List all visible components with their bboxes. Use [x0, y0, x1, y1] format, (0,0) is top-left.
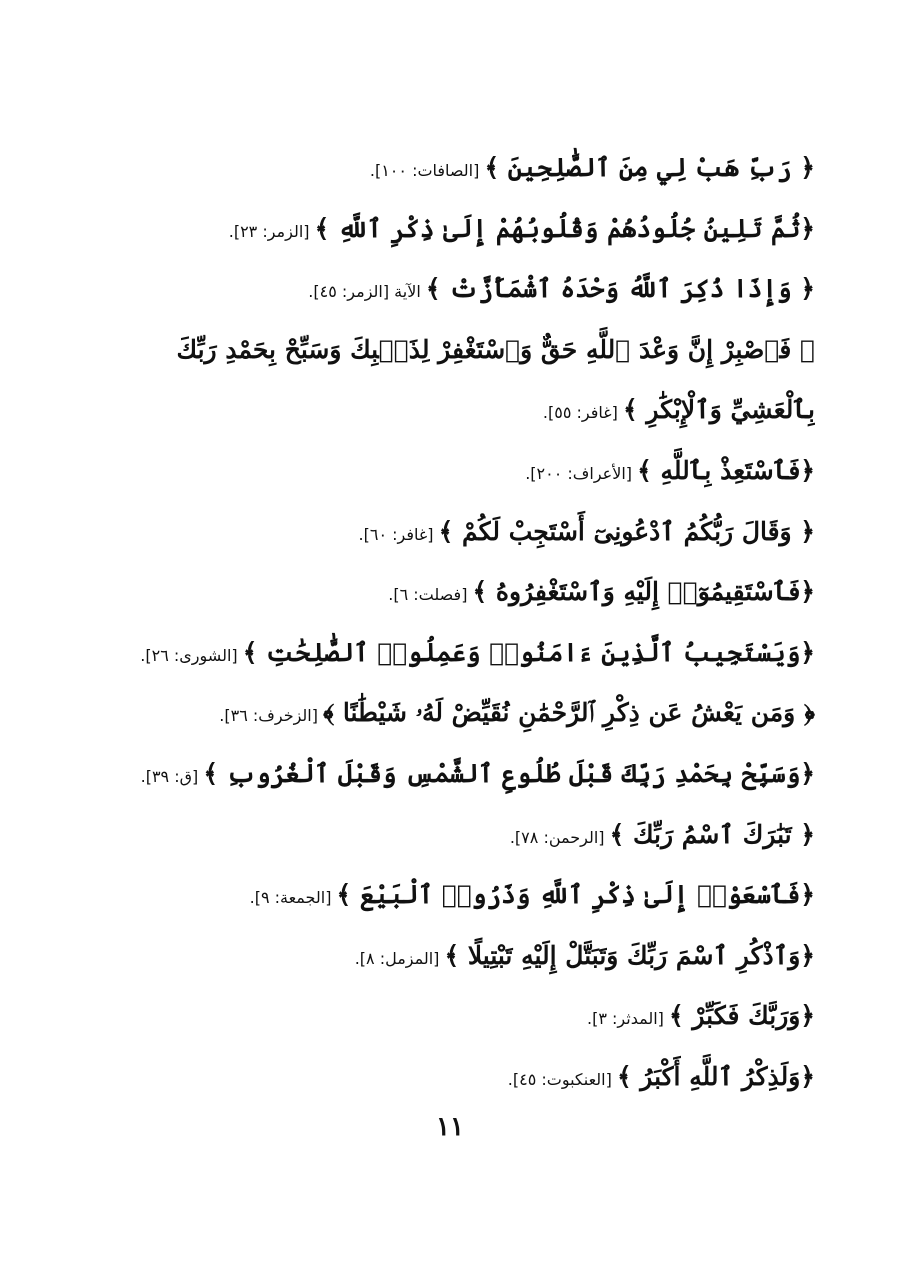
- verse-reference: [غافر: ٥٥].: [542, 403, 618, 423]
- verse-reference: [فصلت: ٦].: [388, 585, 468, 605]
- verse-text: ﴿وَيَسْتَجِيبُ ٱلَّذِينَ ءَامَنُوا۟ وَعَمِلُوا۟ ٱلصَّٰلِحَٰتِ ﴾: [242, 637, 815, 667]
- verse-reference: [المدثر: ٣].: [587, 1009, 664, 1029]
- verse-text: ﴿وَسَبِّحْ بِحَمْدِ رَبِّكَ قَبْلَ طُلُوعِ ٱلشَّمْسِ وَقَبْلَ ٱلْغُرُوبِ ﴾: [203, 758, 815, 788]
- verse-text: ﴿ تَبَٰرَكَ ٱسْمُ رَبِّكَ ﴾: [609, 819, 815, 849]
- verse-reference: [الشورى: ٢٦].: [140, 645, 238, 665]
- verse-list: [110, 138, 815, 1108]
- verse-line: [110, 986, 815, 1047]
- verse-text: ﴿فَٱسْتَعِذْ بِٱللَّهِ ﴾: [637, 455, 815, 485]
- verse-reference: [الزمر: ٢٣].: [228, 221, 310, 241]
- verse-text: ﴿ وَمَن يَعْشُ عَن ذِكْرِ ٱلرَّحْمَٰنِ نُقَيِّضْ لَهُۥ شَيْطَٰنًا ﴾: [323, 698, 815, 728]
- verse-reference: [الجمعة: ٩].: [249, 888, 332, 908]
- verse-text: ﴿فَٱسْعَوْا۟ إِلَىٰ ذِكْرِ ٱللَّهِ وَذَرُوا۟ ٱلْبَيْعَ ﴾: [336, 880, 815, 910]
- verse-reference: [الرحمن: ٧٨].: [509, 827, 605, 847]
- verse-text: ﴿وَٱذْكُرِ ٱسْمَ رَبِّكَ وَتَبَتَّلْ إِلَيْهِ تَبْتِيلًا ﴾: [444, 940, 815, 970]
- verse-text: ﴿وَلَذِكْرُ ٱللَّهِ أَكْبَرُ ﴾: [616, 1061, 815, 1091]
- verse-line: [110, 380, 815, 441]
- verse-text: ﴿ وَإِذَا ذُكِرَ ٱللَّهُ وَحْدَهُ ٱشْمَأَزَّتْ ﴾: [425, 274, 815, 304]
- verse-line: [110, 502, 815, 563]
- verse-text: ﴿وَرَبَّكَ فَكَبِّرْ ﴾: [669, 1001, 815, 1031]
- verse-text: ﴿فَٱسْتَقِيمُوٓا۟ إِلَيْهِ وَٱسْتَغْفِرُوهُ ﴾: [472, 577, 815, 607]
- verse-text: بِٱلْعَشِيِّ وَٱلْإِبْكَٰرِ ﴾: [622, 395, 815, 425]
- verse-line: [110, 320, 815, 381]
- verse-line: [110, 199, 815, 260]
- verse-line: [110, 441, 815, 502]
- verse-line: [110, 138, 815, 199]
- verse-reference: [غافر: ٦٠].: [358, 524, 434, 544]
- verse-reference: [العنكبوت: ٤٥].: [507, 1069, 612, 1089]
- verse-line: [110, 926, 815, 987]
- verse-reference: [الأعراف: ٢٠٠].: [525, 463, 633, 483]
- verse-text: ﴿ فَٱصْبِرْ إِنَّ وَعْدَ ٱللَّهِ حَقٌّ وَٱسْتَغْفِرْ لِذَنۢبِكَ وَسَبِّحْ بِحَمْدِ رَبِّكَ: [176, 334, 815, 364]
- verse-reference: [ق: ٣٩].: [140, 766, 199, 786]
- verse-line: [110, 1047, 815, 1108]
- verse-reference: [الصافات: ١٠٠].: [369, 161, 480, 180]
- verse-reference: [الزخرف: ٣٦].: [219, 706, 318, 726]
- verse-line: [110, 623, 815, 684]
- verse-line: [110, 562, 815, 623]
- verse-line: [110, 259, 815, 320]
- page-number: ١١: [436, 1112, 464, 1142]
- verse-reference: [المزمل: ٨].: [354, 948, 440, 968]
- verse-line: [110, 744, 815, 805]
- verse-reference: الآية [الزمر: ٤٥].: [308, 282, 421, 302]
- verse-text: ﴿ رَبِّ هَبْ لِي مِنَ ٱلصَّٰلِحِينَ ﴾: [484, 153, 815, 182]
- verse-line: [110, 865, 815, 926]
- verse-line: [110, 805, 815, 866]
- verse-line: [110, 683, 815, 744]
- verse-text: ﴿ثُمَّ تَلِينُ جُلُودُهُمْ وَقُلُوبُهُمْ إِلَىٰ ذِكْرِ ٱللَّهِ ﴾: [314, 213, 815, 243]
- verse-text: ﴿ وَقَالَ رَبُّكُمُ ٱدْعُونِىٓ أَسْتَجِبْ لَكُمْ ﴾: [438, 516, 815, 546]
